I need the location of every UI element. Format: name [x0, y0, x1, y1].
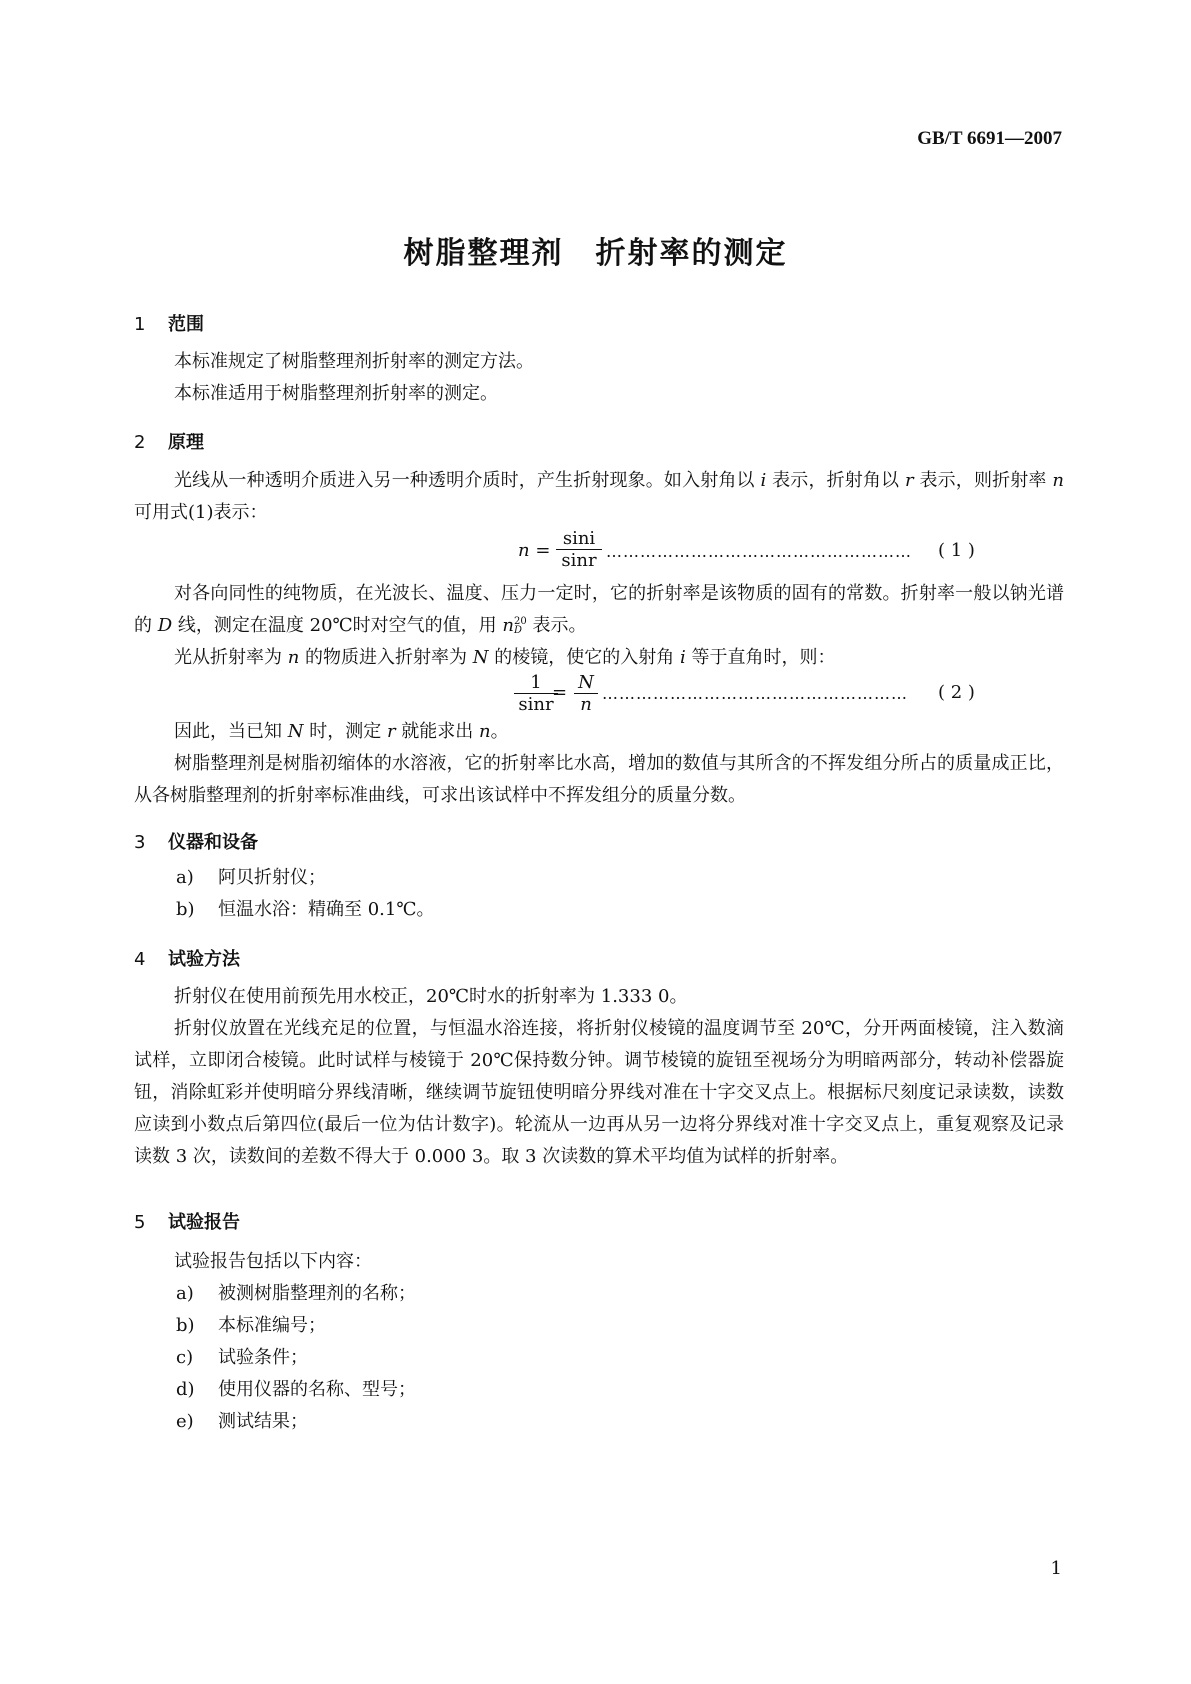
list-text: 阿贝折射仪；	[218, 867, 326, 888]
text-run: 因此，当已知	[174, 721, 288, 742]
section-5-heading	[134, 1208, 240, 1234]
text-run: 对各向同性的纯物质，在光波长、温度、压力一定时，它的折射率是该物质的固有的常数。折射率一般以钠光谱的	[134, 583, 1064, 636]
text-run: 就能求出	[395, 721, 479, 742]
text-run: 表示，则折射率	[913, 470, 1053, 491]
numerator: sini	[562, 528, 596, 549]
text-run: 等于直角时，则：	[685, 647, 836, 668]
var-n: n	[479, 721, 491, 742]
text-run: 光线从一种透明介质进入另一种透明介质时，产生折射现象。如入射角以	[174, 470, 761, 491]
section-2-para-5: 树脂整理剂是树脂初缩体的水溶液，它的折射率比水高，增加的数值与其所含的不挥发组分所占的质量成正比，从各树脂整理剂的折射率标准曲线，可求出该试样中不挥发组分的质量分数。	[134, 753, 1064, 806]
superscript: 20	[513, 616, 527, 627]
page-number: 1	[1050, 1558, 1062, 1579]
var-i: i	[760, 470, 767, 491]
section-number: 1	[134, 314, 146, 335]
denominator: sinr	[556, 549, 602, 571]
section-number: 3	[134, 832, 146, 853]
var-r: r	[386, 721, 396, 742]
list-item	[176, 1406, 308, 1438]
list-item	[176, 862, 326, 894]
equation-number: ( 2 )	[938, 682, 975, 703]
text-run: 。	[490, 721, 509, 742]
text-run: 表示，折射角以	[766, 470, 906, 491]
section-title: 试验报告	[168, 1212, 240, 1233]
var-n: n	[1052, 470, 1064, 491]
section-2-para-1	[134, 465, 1064, 529]
list-label: b)	[176, 1315, 195, 1336]
section-4-heading	[134, 945, 240, 971]
section-number: 4	[134, 949, 146, 970]
var-D: D	[157, 615, 173, 636]
sup-sub	[514, 617, 527, 635]
list-label: a)	[176, 1283, 194, 1304]
section-1-para-2: 本标准适用于树脂整理剂折射率的测定。	[174, 383, 498, 404]
text-run: 的棱镜，使它的入射角	[488, 647, 680, 668]
list-text: 本标准编号；	[218, 1315, 326, 1336]
denominator: n	[574, 693, 598, 715]
text-run: 线，测定在温度 20℃时对空气的值，用	[172, 615, 503, 636]
section-2-para-3	[134, 642, 1064, 674]
list-item	[176, 1278, 416, 1310]
var-i: i	[679, 647, 686, 668]
section-2-heading	[134, 428, 204, 454]
section-5-intro: 试验报告包括以下内容：	[174, 1251, 372, 1272]
section-1-para-1: 本标准规定了树脂整理剂折射率的测定方法。	[174, 351, 534, 372]
list-item	[176, 1310, 326, 1342]
section-number: 5	[134, 1212, 146, 1233]
var-N: N	[287, 721, 304, 742]
list-text: 测试结果；	[218, 1411, 308, 1432]
numerator: 1	[530, 672, 542, 693]
section-4-para-1: 折射仪在使用前预先用水校正，20℃时水的折射率为 1.333 0。	[174, 986, 688, 1007]
fraction-right	[574, 672, 598, 715]
section-1-heading	[134, 310, 204, 336]
standard-number: GB/T 6691—2007	[917, 128, 1062, 149]
list-label: c)	[176, 1347, 194, 1368]
var-r: r	[905, 470, 914, 491]
denominator: sinr	[514, 693, 558, 715]
text-run: 的物质进入折射率为	[299, 647, 473, 668]
var-n: n	[287, 647, 300, 668]
equation-number: ( 1 )	[938, 540, 975, 561]
text-run: 时，测定	[303, 721, 387, 742]
formula-lhs: n	[518, 540, 530, 561]
section-2-para-2	[134, 578, 1064, 642]
equals-sign: =	[552, 682, 568, 703]
list-item	[176, 1342, 308, 1374]
var-N: N	[472, 647, 489, 668]
leader-dots: ………………………………………………	[602, 684, 908, 703]
text-run: 光从折射率为	[174, 647, 288, 668]
section-2-para-4	[134, 716, 1064, 748]
text-run: 可用式(1)表示：	[134, 502, 268, 523]
section-number: 2	[134, 432, 146, 453]
page-title: 树脂整理剂 折射率的测定	[403, 236, 788, 271]
equals-sign: =	[535, 540, 551, 561]
list-text: 恒温水浴：精确至 0.1℃。	[218, 899, 435, 920]
list-label: a)	[176, 867, 194, 888]
fraction	[556, 528, 602, 571]
leader-dots: ………………………………………………	[606, 542, 912, 561]
list-label: d)	[176, 1379, 195, 1400]
refractive-index-symbol: n	[502, 615, 514, 636]
section-title: 试验方法	[168, 949, 240, 970]
subscript: D	[513, 625, 523, 636]
section-title: 原理	[168, 432, 204, 453]
section-3-heading	[134, 828, 258, 854]
list-text: 试验条件；	[218, 1347, 308, 1368]
text-run: 表示。	[526, 615, 587, 636]
section-title: 范围	[168, 314, 204, 335]
list-item	[176, 894, 434, 926]
list-label: b)	[176, 899, 195, 920]
section-title: 仪器和设备	[168, 832, 258, 853]
list-text: 使用仪器的名称、型号；	[218, 1379, 416, 1400]
list-label: e)	[176, 1411, 194, 1432]
list-item	[176, 1374, 416, 1406]
numerator: N	[578, 672, 594, 693]
list-text: 被测树脂整理剂的名称；	[218, 1283, 416, 1304]
section-4-para-2: 折射仪放置在光线充足的位置，与恒温水浴连接，将折射仪棱镜的温度调节至 20℃，分开两面棱镜，注入数滴试样，立即闭合棱镜。此时试样与棱镜于 20℃保持数分钟。调节棱镜的旋钮至视场分为明暗两部分，转动补偿器旋钮，消除虹彩并使明暗分界线清晰，继续调节旋钮使明暗分界线对准在十字交叉点上。根据标尺刻度记录读数，读数应读到小数点后第四位(最后一位为估计数字)。轮流从一边再从另一边将分界线对准十字交叉点上，重复观察及记录读数 3 次，读数间的差数不得大于 0.000 3。取 3 次读数的算术平均值为试样的折射率。	[134, 1018, 1064, 1167]
